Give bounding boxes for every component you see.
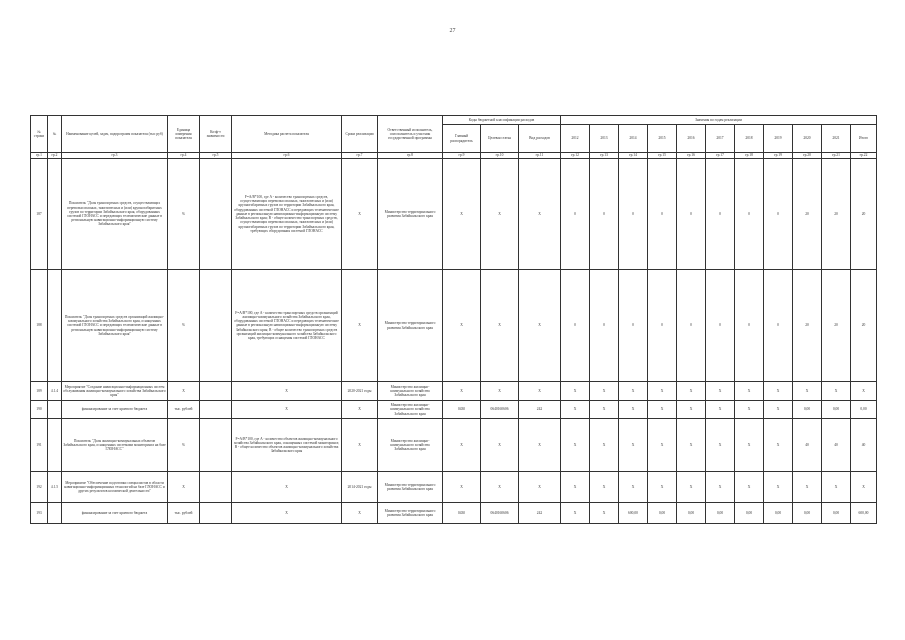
row-period: Х [342, 270, 378, 382]
row-period: 2020-2021 годы [342, 382, 378, 401]
row-value: 0 [648, 159, 677, 270]
row-grbs: 0430 [443, 401, 481, 419]
header-year: 2020 [793, 125, 822, 153]
row-method: Х [232, 503, 342, 524]
row-value: 40 [793, 419, 822, 472]
row-grbs: Х [443, 382, 481, 401]
row-total: 20 [851, 159, 877, 270]
header-row [31, 116, 877, 125]
row-name: финансирование за счет краевого бюджета [62, 401, 168, 419]
table-row [31, 472, 877, 503]
row-value: 20 [822, 159, 851, 270]
row-value: 0,00 [706, 503, 735, 524]
row-value: Х [590, 382, 619, 401]
row-value: Х [619, 382, 648, 401]
row-csr: Х [481, 159, 519, 270]
column-number: гр.9 [443, 153, 481, 159]
header-year: 2012 [561, 125, 590, 153]
row-value: Х [619, 419, 648, 472]
header-year: 2017 [706, 125, 735, 153]
row-executor: Министерство территориального развития Забайкальского края [378, 270, 443, 382]
row-value: 0 [677, 270, 706, 382]
row-value: Х [648, 401, 677, 419]
row-value: Х [648, 472, 677, 503]
table-row [31, 503, 877, 524]
row-value: 0,00 [822, 401, 851, 419]
row-period: Х [342, 503, 378, 524]
row-value: 40 [822, 419, 851, 472]
row-total: 0,00 [851, 401, 877, 419]
row-csr: 0640160606 [481, 401, 519, 419]
column-number: гр.16 [677, 153, 706, 159]
row-value: Х [590, 401, 619, 419]
row-executor: Министерство жилищно-коммунального хозяйства Забайкальского края [378, 401, 443, 419]
header-method: Методика расчета показателя [232, 116, 342, 153]
program-table [30, 115, 877, 524]
row-value: 20 [822, 270, 851, 382]
row-coef [200, 159, 232, 270]
row-value: Х [735, 419, 764, 472]
row-value: Х [764, 419, 793, 472]
row-value: Х [619, 472, 648, 503]
row-value: Х [590, 472, 619, 503]
row-value: Х [735, 472, 764, 503]
row-value: 600,00 [619, 503, 648, 524]
row-value: Х [735, 401, 764, 419]
row-vr: Х [519, 159, 561, 270]
header-year: 2013 [590, 125, 619, 153]
row-executor: Министерство территориального развития Забайкальского края [378, 503, 443, 524]
row-unit: Х [168, 382, 200, 401]
row-value: 0,00 [735, 503, 764, 524]
row-value: 20 [793, 159, 822, 270]
row-vr: 242 [519, 401, 561, 419]
row-number: 192 [31, 472, 48, 503]
row-unit: тыс. рублей [168, 401, 200, 419]
header-year: 2014 [619, 125, 648, 153]
row-grbs: Х [443, 419, 481, 472]
row-number: 193 [31, 503, 48, 524]
row-unit: % [168, 419, 200, 472]
row-value: 0,00 [764, 503, 793, 524]
row-value: Х [648, 419, 677, 472]
row-name: Мероприятие "Создание навигационно-информационных систем обслуживания жилищно-коммунального хозяйства Забайкальского края" [62, 382, 168, 401]
row-value: Х [561, 503, 590, 524]
row-period: Х [342, 159, 378, 270]
row-method: F=A/B*100, где A - количество объектов жилищно-коммунального хозяйства Забайкальского края, оснащенных системой мониторинга; B - общее количество объектов жилищно-коммунального хозяйства Забайкальского края [232, 419, 342, 472]
row-method: Х [232, 401, 342, 419]
column-number: гр.10 [481, 153, 519, 159]
row-period: Х [342, 401, 378, 419]
row-value: 0,00 [822, 503, 851, 524]
column-number: гр.11 [519, 153, 561, 159]
row-value: Х [822, 472, 851, 503]
row-item-number: 4.1.5 [48, 472, 62, 503]
row-name: Мероприятие "Обеспечение подготовки специалистов в области навигационно-информационных технологий на базе ГЛОНАСС и других результатов космической деятельности" [62, 472, 168, 503]
row-name: финансирование за счет краевого бюджета [62, 503, 168, 524]
row-value: Х [706, 382, 735, 401]
row-value: Х [735, 382, 764, 401]
row-value: Х [793, 382, 822, 401]
row-value: Х [561, 472, 590, 503]
row-value: Х [648, 382, 677, 401]
row-number: 190 [31, 401, 48, 419]
table-row [31, 159, 877, 270]
header-period: Сроки реализации [342, 116, 378, 153]
row-total: Х [851, 382, 877, 401]
row-value: 0,00 [793, 401, 822, 419]
header-year: 2018 [735, 125, 764, 153]
row-number: 187 [31, 159, 48, 270]
row-value: 0 [590, 270, 619, 382]
row-vr: Х [519, 270, 561, 382]
row-total: Х [851, 472, 877, 503]
row-value: 0 [764, 270, 793, 382]
column-number: гр.14 [619, 153, 648, 159]
row-csr: Х [481, 270, 519, 382]
row-csr: Х [481, 419, 519, 472]
row-value: 0 [706, 270, 735, 382]
row-item-number [48, 503, 62, 524]
row-value: 0 [735, 270, 764, 382]
header-vr: Вид расходов [519, 125, 561, 153]
column-number: гр.15 [648, 153, 677, 159]
column-number: гр.17 [706, 153, 735, 159]
column-number: гр.2 [48, 153, 62, 159]
row-value: Х [677, 382, 706, 401]
row-coef [200, 503, 232, 524]
row-value: 0 [619, 270, 648, 382]
column-number: гр.19 [764, 153, 793, 159]
row-name: Показатель "Доля жилищно-коммунальных объектов Забайкальского края, оснащенных системами мониторинга на базе ГЛОНАСС" [62, 419, 168, 472]
table-row [31, 270, 877, 382]
column-number: гр.3 [62, 153, 168, 159]
row-coef [200, 382, 232, 401]
row-grbs: Х [443, 159, 481, 270]
header-coef: Коэф-т значимости [200, 116, 232, 153]
row-executor: Министерство жилищно-коммунального хозяйства Забайкальского края [378, 419, 443, 472]
row-coef [200, 419, 232, 472]
header-executor: Ответственный исполнитель, соисполнитель и участник государственной программы [378, 116, 443, 153]
row-value: Х [822, 382, 851, 401]
header-name: Наименование целей, задач, подпрограмм показателя (тыс руб) [62, 116, 168, 153]
header-number: № [48, 116, 62, 153]
column-number: гр.1 [31, 153, 48, 159]
column-number: гр.18 [735, 153, 764, 159]
row-value: Х [764, 382, 793, 401]
row-unit: тыс. рублей [168, 503, 200, 524]
row-value: Х [706, 472, 735, 503]
row-value: 0,00 [648, 503, 677, 524]
row-grbs: Х [443, 270, 481, 382]
row-total: 20 [851, 270, 877, 382]
row-value: Х [706, 401, 735, 419]
table-row [31, 382, 877, 401]
row-value: Х [677, 401, 706, 419]
row-item-number [48, 159, 62, 270]
row-name: Показатель "Доля транспортных средств организаций жилищно-коммунального хозяйства Забайкальского края, оснащенных системой ГЛОНАСС и передающих телематические данные в региональную навигационно-информационную систему Забайкальского края" [62, 270, 168, 382]
row-value: 0 [561, 159, 590, 270]
header-year: 2021 [822, 125, 851, 153]
row-value: Х [764, 472, 793, 503]
header-values-group: Значения по годам реализации [561, 116, 877, 125]
header-total: Итого [851, 125, 877, 153]
row-value: Х [561, 419, 590, 472]
column-number: гр.22 [851, 153, 877, 159]
column-number: гр.8 [378, 153, 443, 159]
row-total: 600,00 [851, 503, 877, 524]
row-coef [200, 270, 232, 382]
row-value: 0,00 [793, 503, 822, 524]
row-value: Х [561, 382, 590, 401]
row-grbs: Х [443, 472, 481, 503]
row-vr: Х [519, 382, 561, 401]
row-value: Х [764, 401, 793, 419]
column-number: гр.6 [232, 153, 342, 159]
row-value: Х [706, 419, 735, 472]
header-grbs: Главный распорядитель [443, 125, 481, 153]
row-vr: Х [519, 472, 561, 503]
row-name: Показатель "Доля транспортных средств, осуществляющих перевозки опасных, тяжеловесных и (или) крупногабаритных грузов по территории Забайкальского края, оборудованных системой ГЛОНАСС и передающих телематические данные в региональную навигационно-информационную систему Забайкальского края" [62, 159, 168, 270]
row-value: 0 [561, 270, 590, 382]
row-csr: Х [481, 472, 519, 503]
row-executor: Министерство территориального развития Забайкальского края [378, 159, 443, 270]
row-value: Х [677, 419, 706, 472]
row-total: 40 [851, 419, 877, 472]
column-number: гр.20 [793, 153, 822, 159]
row-method: Х [232, 472, 342, 503]
header-csr: Целевая статья [481, 125, 519, 153]
row-csr: Х [481, 382, 519, 401]
row-item-number [48, 401, 62, 419]
row-value: 0 [735, 159, 764, 270]
row-value: 0 [706, 159, 735, 270]
row-unit: % [168, 159, 200, 270]
row-value: 0,00 [677, 503, 706, 524]
row-unit: % [168, 270, 200, 382]
row-executor: Министерство территориального развития Забайкальского края [378, 472, 443, 503]
row-value: 0 [648, 270, 677, 382]
row-number: 189 [31, 382, 48, 401]
row-value: 0 [764, 159, 793, 270]
row-item-number [48, 270, 62, 382]
column-number: гр.12 [561, 153, 590, 159]
row-value: Х [793, 472, 822, 503]
row-item-number [48, 419, 62, 472]
row-item-number: 4.1.4 [48, 382, 62, 401]
row-grbs: 0430 [443, 503, 481, 524]
column-number: гр.4 [168, 153, 200, 159]
header-year: 2015 [648, 125, 677, 153]
row-value: 0 [619, 159, 648, 270]
row-csr: 0640160606 [481, 503, 519, 524]
header-kbk-group: Коды бюджетной классификации расходов [443, 116, 561, 125]
column-number: гр.7 [342, 153, 378, 159]
row-number: 188 [31, 270, 48, 382]
row-method: F=A/B*100, где A - количество транспортных средств организаций жилищно-коммунального хозяйства Забайкальского края, оборудованных системой ГЛОНАСС и передающих телематические данные в региональную навигационно-информационную систему Забайкальского края; B - общее количество транспортных средств организаций жилищно-коммунального хозяйства Забайкальского края, требующих оснащения системой ГЛОНАСС [232, 270, 342, 382]
row-period: 2014-2021 годы [342, 472, 378, 503]
header-row-number: № строки [31, 116, 48, 153]
column-number: гр.21 [822, 153, 851, 159]
row-period: Х [342, 419, 378, 472]
row-value: 20 [793, 270, 822, 382]
row-executor: Министерство жилищно-коммунального хозяйства Забайкальского края [378, 382, 443, 401]
row-value: Х [590, 503, 619, 524]
header-unit: Единица измерения показателя [168, 116, 200, 153]
row-coef [200, 401, 232, 419]
row-coef [200, 472, 232, 503]
header-year: 2019 [764, 125, 793, 153]
column-number: гр.5 [200, 153, 232, 159]
row-number: 191 [31, 419, 48, 472]
column-number: гр.13 [590, 153, 619, 159]
row-value: Х [561, 401, 590, 419]
row-vr: 242 [519, 503, 561, 524]
row-value: Х [619, 401, 648, 419]
row-method: Х [232, 382, 342, 401]
page-number: 27 [449, 28, 456, 34]
row-value: Х [677, 472, 706, 503]
header-year: 2016 [677, 125, 706, 153]
row-method: F=A/B*100, где A - количество транспортных средств, осуществляющих перевозки опасных, тяжеловесных и (или) крупногабаритных грузов по территории Забайкальского края, оборудованных системой ГЛОНАСС и передающих телематические данные в региональную навигационно-информационную систему Забайкальского края; B - общее количество транспортных средств, осуществляющих перевозки опасных, тяжеловесных и (или) крупногабаритных грузов по территории Забайкальского края, требующих оборудования системой ГЛОНАСС [232, 159, 342, 270]
row-value: 0 [590, 159, 619, 270]
row-value: 0 [677, 159, 706, 270]
row-unit: Х [168, 472, 200, 503]
row-value: Х [590, 419, 619, 472]
row-vr: Х [519, 419, 561, 472]
table-row [31, 419, 877, 472]
table-row [31, 401, 877, 419]
